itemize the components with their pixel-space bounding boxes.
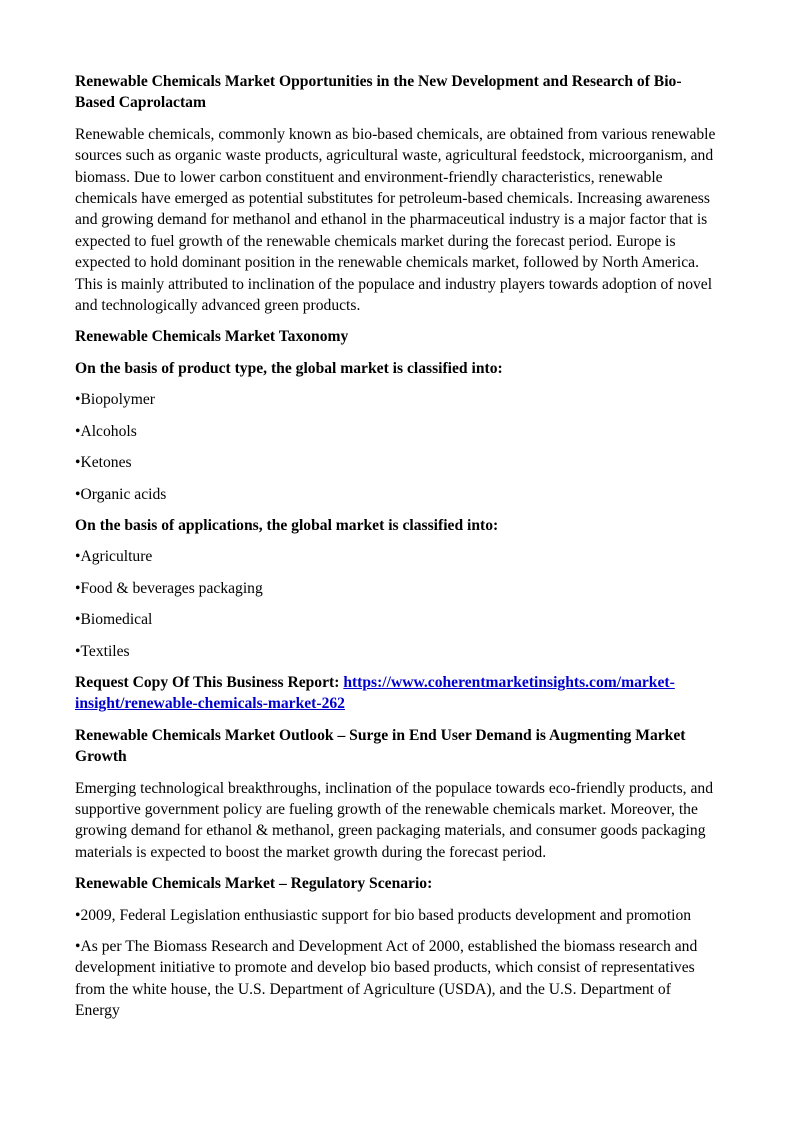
product-type-heading: On the basis of product type, the global market is classified into: — [75, 359, 503, 377]
document-title: Renewable Chemicals Market Opportunities in the New Development and Research of Bio-Based Caprolactam — [75, 73, 682, 112]
regulatory-heading: Renewable Chemicals Market – Regulatory Scenario: — [75, 875, 433, 893]
bullet-item-textiles: •Textiles — [75, 642, 130, 660]
bullet-item-regulatory-biomass-act: •As per The Biomass Research and Development Act of 2000, established the biomass research and development initiative to promote and develop bio based products, which consist of representatives from the white house, the U.S. Department of Agriculture (USDA), and the U.S. Department of Energy — [75, 938, 698, 1020]
bullet-item-biopolymer: •Biopolymer — [75, 391, 155, 409]
taxonomy-heading: Renewable Chemicals Market Taxonomy — [75, 328, 349, 346]
bullet-item-ketones: •Ketones — [75, 454, 132, 472]
applications-heading: On the basis of applications, the global market is classified into: — [75, 516, 499, 534]
outlook-paragraph: Emerging technological breakthroughs, inclination of the populace towards eco-friendly products, and supportive government policy are fueling growth of the renewable chemicals market. Moreover, the growing demand for ethanol & methanol, green packaging materials, and consumer goods packaging materials is expected to boost the market growth during the forecast period. — [75, 779, 713, 861]
request-copy-label: Request Copy Of This Business Report: — [75, 673, 344, 691]
outlook-heading: Renewable Chemicals Market Outlook – Surge in End User Demand is Augmenting Market Growth — [75, 726, 686, 766]
intro-paragraph: Renewable chemicals, commonly known as bio-based chemicals, are obtained from various renewable sources such as organic waste products, agricultural waste, agricultural feedstock, microorganism, and biomass. Due to lower carbon constituent and environment-friendly characteristics, renewable chemicals have emerged as potential substitutes for petroleum-based chemicals. Increasing awareness and growing demand for methanol and ethanol in the pharmaceutical industry is a major factor that is expected to fuel growth of the renewable chemicals market during the forecast period. Europe is expected to hold dominant position in the renewable chemicals market, followed by North America. This is mainly attributed to inclination of the populace and industry players towards adoption of novel and technologically advanced green products. — [75, 125, 716, 315]
bullet-item-organic-acids: •Organic acids — [75, 485, 167, 503]
bullet-item-food-beverages-packaging: •Food & beverages packaging — [75, 579, 263, 597]
bullet-item-agriculture: •Agriculture — [75, 548, 153, 566]
request-copy-line — [75, 672, 719, 715]
bullet-item-biomedical: •Biomedical — [75, 611, 153, 629]
report-link[interactable]: https://www.coherentmarketinsights.com/market-insight/renewable-chemicals-market-262 — [75, 673, 675, 713]
bullet-item-alcohols: •Alcohols — [75, 422, 137, 440]
bullet-item-regulatory-2009: •2009, Federal Legislation enthusiastic support for bio based products development and promotion — [75, 906, 692, 924]
